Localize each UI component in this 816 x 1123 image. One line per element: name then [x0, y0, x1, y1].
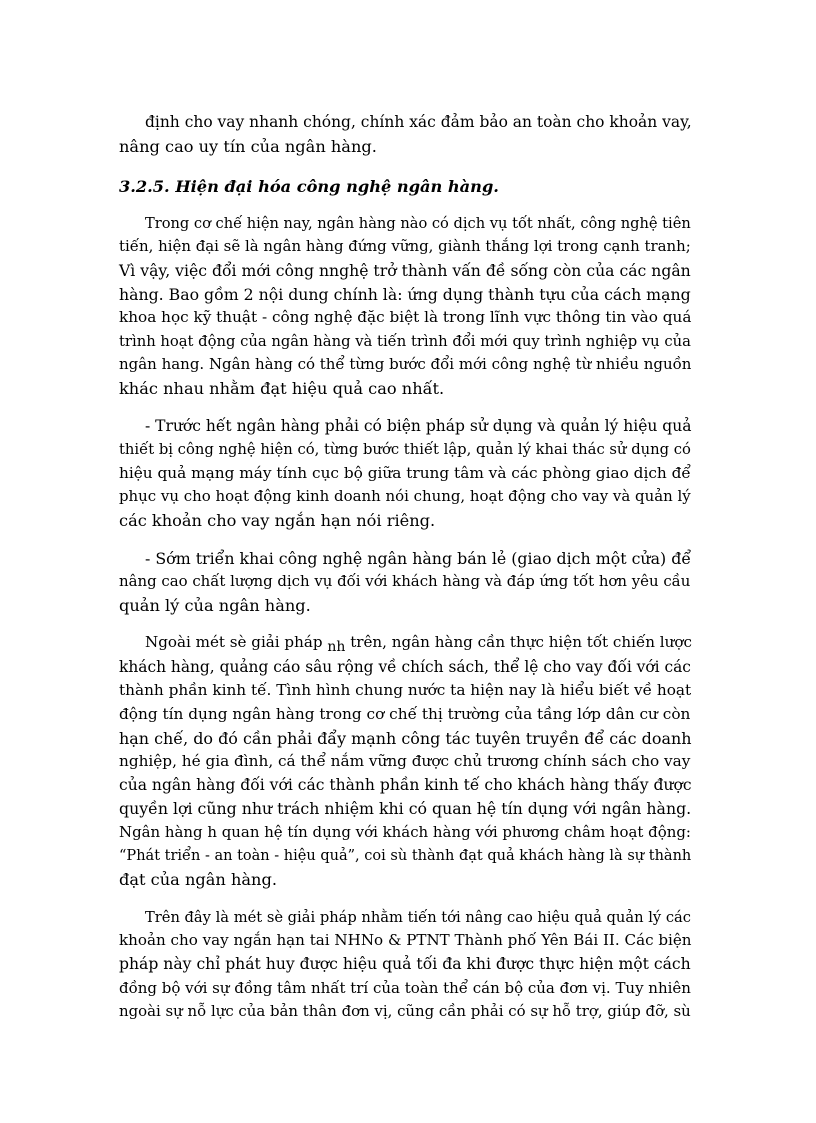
text-line: - Trước hết ngân hàng phải có biện pháp sử dụng và quản lý hiệu quả: [145, 416, 692, 435]
text-line: tiến, hiện đại sẽ là ngân hàng đứng vững, giành thắng lợi trong cạnh tranh;: [119, 237, 691, 256]
text-line: khác nhau nhằm đạt hiệu quả cao nhất.: [119, 378, 445, 398]
bullet-item: [119, 415, 694, 533]
text-line: nghiệp, hé gia đình, cá thể nắm vững được chủ trương chính sách cho vay: [119, 752, 691, 771]
text-line: hiệu quả mạng máy tính cục bộ giữa trung tâm và các phòng giao dịch để: [119, 463, 691, 482]
intro-paragraph: [119, 111, 694, 158]
text-line: định cho vay nhanh chóng, chính xác đảm bảo an toàn cho khoản vay,: [145, 113, 692, 131]
text-line: khoa học kỹ thuật - công nghệ đặc biệt là trong lĩnh vực thông tin vào quá: [119, 308, 692, 327]
text-line: pháp này chỉ phát huy được hiệu quả tối đa khi được thực hiện một cách: [119, 955, 691, 973]
text-line: của ngân hàng đối với các thành phần kinh tế cho khách hàng thấy được: [119, 775, 692, 794]
text-line: khoản cho vay ngắn hạn tai NHNo & PTNT Thành phố Yên Bái II. Các biện: [119, 931, 692, 950]
text-line: quản lý của ngân hàng.: [119, 595, 311, 615]
text-line: Trong cơ chế hiện nay, ngân hàng nào có dịch vụ tốt nhất, công nghệ tiên: [145, 214, 691, 232]
text-fragment: trên, ngân hàng cần thực hiện tốt chiến lược: [350, 633, 692, 652]
text-line: Vì vậy, việc đổi mới công nnghệ trở thành vấn đề sống còn của các ngân: [119, 260, 691, 280]
text-line: ngân hang. Ngân hàng có thể từng bước đổi mới công nghệ từ nhiều nguồn: [119, 355, 692, 374]
text-line: phục vụ cho hoạt động kinh doanh nói chung, hoạt động cho vay và quản lý: [119, 487, 691, 506]
bullet-item: [119, 547, 694, 618]
text-line: [119, 631, 694, 656]
text-line: các khoản cho vay ngắn hạn nói riêng.: [119, 510, 436, 530]
text-line: thành phần kinh tế. Tình hình chung nước ta hiện nay là hiểu biết về hoạt: [119, 681, 692, 700]
text-line: đạt của ngân hàng.: [119, 870, 277, 890]
text-line: khách hàng, quảng cáo sâu rộng về chích sách, thể lệ cho vay đối với các: [119, 657, 691, 676]
subscript-fragment: nh: [327, 639, 346, 656]
section-heading: 3.2.5. Hiện đại hóa công nghệ ngân hàng.: [119, 177, 499, 197]
text-line: trình hoạt động của ngân hàng và tiến trình đổi mới quy trình nghiệp vụ của: [119, 332, 691, 350]
text-line: nâng cao chất lượng dịch vụ đối với khách hàng và đáp ứng tốt hơn yêu cầu: [119, 572, 691, 591]
paragraph-customer-strategy: [119, 631, 694, 892]
text-line: ngoài sự nỗ lực của bản thân đơn vị, cũng cần phải có sự hỗ trợ, giúp đỡ, sù: [119, 1002, 691, 1021]
text-line: quyền lợi cũng như trách nhiệm khi có quan hệ tín dụng với ngân hàng.: [119, 799, 692, 819]
paragraph-technology: [119, 212, 694, 401]
text-fragment: Ngoài mét sè giải pháp: [145, 633, 323, 652]
text-line: thiết bị công nghệ hiện có, từng bước thiết lập, quản lý khai thác sử dụng có: [119, 441, 691, 459]
text-line: - Sớm triển khai công nghệ ngân hàng bán lẻ (giao dịch một cửa) để: [145, 548, 692, 568]
text-line: nâng cao uy tín của ngân hàng.: [119, 136, 377, 156]
text-line: Ngân hàng h quan hệ tín dụng với khách hàng với phương châm hoạt động:: [119, 823, 691, 842]
paragraph-conclusion: [119, 906, 694, 1024]
text-line: động tín dụng ngân hàng trong cơ chế thị trường của tầng lớp dân cư còn: [119, 705, 691, 724]
text-line: “Phát triển - an toàn - hiệu quả”, coi sù thành đạt quả khách hàng là sự thành: [119, 847, 692, 864]
text-line: Trên đây là mét sè giải pháp nhằm tiến tới nâng cao hiệu quả quản lý các: [145, 908, 691, 926]
text-line: hàng. Bao gồm 2 nội dung chính là: ứng dụng thành tựu của cách mạng: [119, 284, 691, 304]
page-content: [119, 111, 694, 1024]
text-line: hạn chế, do đó cần phải đẩy mạnh công tác tuyên truyền để các doanh: [119, 728, 692, 748]
text-line: đồng bộ với sự đồng tâm nhất trí của toàn thể cán bộ của đơn vị. Tuy nhiên: [119, 978, 691, 997]
